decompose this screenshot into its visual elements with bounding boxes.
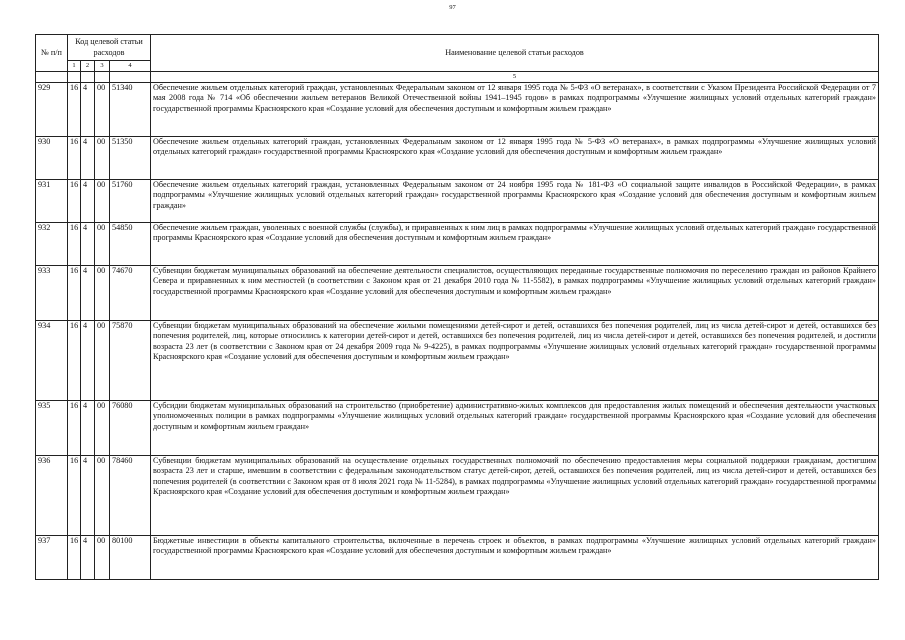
table-row [36, 321, 879, 401]
header-col-number: 3 [95, 61, 110, 72]
row-no: 937 [36, 536, 68, 580]
code-part-2: 4 [81, 401, 95, 456]
code-part-3: 00 [95, 223, 110, 266]
code-part-4: 51350 [110, 137, 151, 180]
target-expense-table [35, 34, 879, 580]
code-part-1: 16 [68, 180, 81, 223]
header-row-no: № п/п [36, 35, 68, 72]
code-part-2: 4 [81, 266, 95, 321]
header-name: Наименование целевой статьи расходов [151, 35, 879, 72]
code-part-3: 00 [95, 401, 110, 456]
code-part-4: 80100 [110, 536, 151, 580]
code-part-3: 00 [95, 83, 110, 137]
header-col-number: 5 [151, 72, 879, 83]
code-part-2: 4 [81, 83, 95, 137]
code-part-3: 00 [95, 137, 110, 180]
row-no: 935 [36, 401, 68, 456]
code-part-2: 4 [81, 321, 95, 401]
code-part-4: 51340 [110, 83, 151, 137]
code-part-4: 78460 [110, 456, 151, 536]
header-col-number-blank [95, 72, 110, 83]
code-part-4: 74670 [110, 266, 151, 321]
code-part-1: 16 [68, 401, 81, 456]
expense-name: Обеспечение жильем граждан, уволенных с военной службы (службы), и приравненных к ним лиц в рамках подпрограммы «Улучшение жилищных условий отдельных категорий граждан» государственной программы Красноярского края «Создание условий для обеспечения доступным и комфортным жильем граждан» [151, 223, 879, 266]
table-row [36, 456, 879, 536]
expense-name: Обеспечение жильем отдельных категорий граждан, установленных Федеральным законом от 12 января 1995 года № 5-ФЗ «О ветеранах», в соответствии с Указом Президента Российской Федерации от 7 мая 2008 года № 714 «Об обеспечении жильем ветеранов Великой Отечественной войны 1941–1945 годов» в рамках подпрограммы «Улучшение жилищных условий отдельных категорий граждан» государственной программы Красноярского края «Создание условий для обеспечения доступным и комфортным жильем граждан» [151, 83, 879, 137]
expense-name: Субвенции бюджетам муниципальных образований на обеспечение деятельности специалистов, осуществляющих переданные государственные полномочия по переселению граждан из районов Крайнего Севера и приравненных к ним местностей (в соответствии с Законом края от 21 декабря 2010 года № 11-5582), в рамках подпрограммы «Улучшение жилищных условий отдельных категорий граждан» государственной программы Красноярского края «Создание условий для обеспечения доступным и комфортным жильем граждан» [151, 266, 879, 321]
code-part-1: 16 [68, 83, 81, 137]
page-number: 97 [449, 4, 456, 11]
code-part-2: 4 [81, 223, 95, 266]
table-row [36, 223, 879, 266]
header-col-number-blank [36, 72, 68, 83]
header-col-number: 4 [110, 61, 151, 72]
header-col-number-blank [110, 72, 151, 83]
table-row [36, 401, 879, 456]
code-part-3: 00 [95, 536, 110, 580]
row-no: 930 [36, 137, 68, 180]
code-part-2: 4 [81, 536, 95, 580]
code-part-1: 16 [68, 321, 81, 401]
code-part-1: 16 [68, 266, 81, 321]
header-col-number: 2 [81, 61, 95, 72]
code-part-3: 00 [95, 180, 110, 223]
row-no: 931 [36, 180, 68, 223]
code-part-4: 51760 [110, 180, 151, 223]
expense-name: Обеспечение жильем отдельных категорий граждан, установленных Федеральным законом от 24 ноября 1995 года № 181-ФЗ «О социальной защите инвалидов в Российской Федерации», в рамках подпрограммы «Улучшение жилищных условий отдельных категорий граждан» государственной программы Красноярского края «Создание условий для обеспечения доступным и комфортным жильем граждан» [151, 180, 879, 223]
header-col-number-blank [81, 72, 95, 83]
expense-name: Обеспечение жильем отдельных категорий граждан, установленных Федеральным законом от 12 января 1995 года № 5-ФЗ «О ветеранах», в рамках подпрограммы «Улучшение жилищных условий отдельных категорий граждан» государственной программы Красноярского края «Создание условий для обеспечения доступным и комфортным жильем граждан» [151, 137, 879, 180]
code-part-1: 16 [68, 137, 81, 180]
code-part-3: 00 [95, 266, 110, 321]
expense-name: Субвенции бюджетам муниципальных образований на обеспечение жилыми помещениями детей-сирот и детей, оставшихся без попечения родителей, лиц из числа детей-сирот и детей, оставшихся без попечения родителей, лиц, которые относились к категории детей-сирот и детей, оставшихся без попечения родителей, лиц из числа детей-сирот и детей, оставшихся без попечения родителей, и достигли возраста 23 лет (в соответствии с Законом края от 24 декабря 2009 года № 9-4225), в рамках подпрограммы «Улучшение жилищных условий отдельных категорий граждан» государственной программы Красноярского края «Создание условий для обеспечения доступным и комфортным жильем граждан» [151, 321, 879, 401]
expense-name: Субвенции бюджетам муниципальных образований на осуществление отдельных государственных полномочий по обеспечению предоставления меры социальной поддержки гражданам, достигшим возраста 23 лет и старше, имевшим в соответствии с федеральным законодательством статус детей-сирот, детей, оставшихся без попечения родителей, лиц из числа детей-сирот и детей, оставшихся без попечения родителей (в соответствии с Законом края от 8 июля 2021 года № 11-5284), в рамках подпрограммы «Улучшение жилищных условий отдельных категорий граждан» государственной программы Красноярского края «Создание условий для обеспечения доступным и комфортным жильем граждан» [151, 456, 879, 536]
table-row [36, 536, 879, 580]
row-no: 932 [36, 223, 68, 266]
code-part-4: 54850 [110, 223, 151, 266]
code-part-3: 00 [95, 456, 110, 536]
code-part-3: 00 [95, 321, 110, 401]
header-code-group: Код целевой статьи расходов [68, 35, 151, 61]
table-row [36, 180, 879, 223]
code-part-1: 16 [68, 223, 81, 266]
table-row [36, 83, 879, 137]
code-part-2: 4 [81, 137, 95, 180]
header-col-number-blank [68, 72, 81, 83]
code-part-2: 4 [81, 456, 95, 536]
expense-name: Бюджетные инвестиции в объекты капитального строительства, включенные в перечень строек и объектов, в рамках подпрограммы «Улучшение жилищных условий отдельных категорий граждан» государственной программы Красноярского края «Создание условий для обеспечения доступным и комфортным жильем граждан» [151, 536, 879, 580]
code-part-2: 4 [81, 180, 95, 223]
row-no: 929 [36, 83, 68, 137]
expense-name: Субсидии бюджетам муниципальных образований на строительство (приобретение) административно-жилых комплексов для предоставления жилых помещений и обеспечения деятельности участковых уполномоченных полиции в рамках подпрограммы «Улучшение жилищных условий отдельных категорий граждан» государственной программы Красноярского края «Создание условий для обеспечения доступным и комфортным жильем граждан» [151, 401, 879, 456]
row-no: 934 [36, 321, 68, 401]
header-col-number: 1 [68, 61, 81, 72]
row-no: 933 [36, 266, 68, 321]
row-no: 936 [36, 456, 68, 536]
code-part-4: 75870 [110, 321, 151, 401]
code-part-4: 76080 [110, 401, 151, 456]
code-part-1: 16 [68, 456, 81, 536]
table-row [36, 137, 879, 180]
code-part-1: 16 [68, 536, 81, 580]
table-row [36, 266, 879, 321]
